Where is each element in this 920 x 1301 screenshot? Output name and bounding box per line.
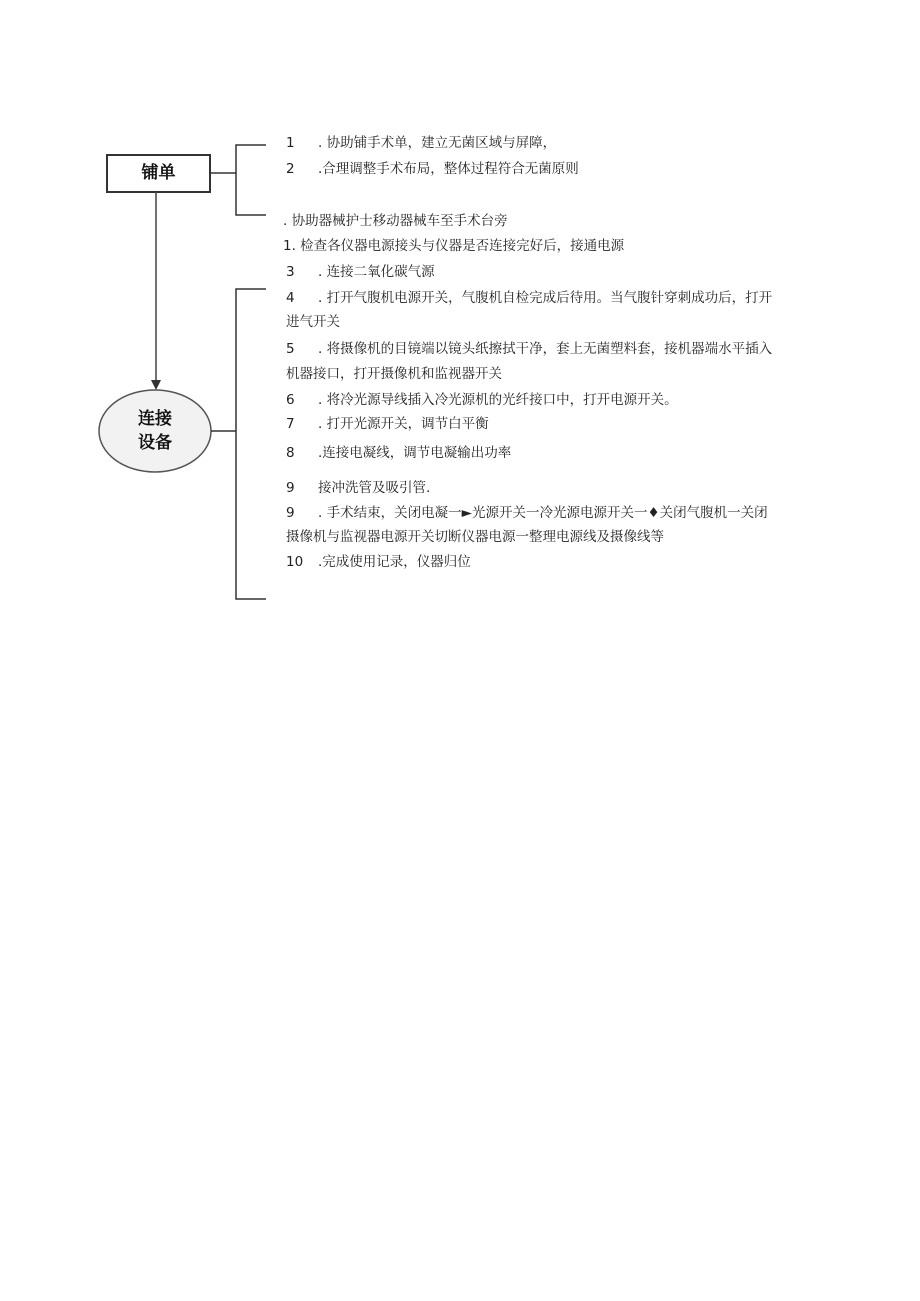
lianjie-step-4-cont: 进气开关	[286, 314, 340, 330]
pudan-bracket	[236, 145, 266, 215]
step-number: 8	[286, 445, 295, 461]
step-number: 3	[286, 264, 295, 280]
step-number: 7	[286, 416, 295, 432]
lianjie-label-line1: 连接	[138, 409, 172, 429]
step-text: . 将摄像机的目镜端以镜头纸擦拭干净，套上无菌塑料套，接机器端水平插入	[318, 341, 773, 357]
step-text: . 手术结束，关闭电凝一►光源开关一冷光源电源开关一♦关闭气腹机一关闭	[318, 505, 768, 521]
step-number: 5	[286, 341, 295, 357]
step-number: 6	[286, 392, 295, 408]
lianjie-step-9b-cont: 摄像机与监视器电源开关切断仪器电源一整理电源线及摄像线等	[286, 529, 664, 545]
step-number: 10	[286, 554, 304, 570]
lianjie-step-5-cont: 机器接口，打开摄像机和监视器开关	[286, 366, 502, 382]
lianjie-intro-2: 1. 检查各仪器电源接头与仪器是否连接完好后，接通电源	[283, 238, 625, 254]
lianjie-label-line2: 设备	[138, 433, 172, 453]
step-text: .完成使用记录，仪器归位	[318, 554, 471, 570]
step-text: . 将冷光源导线插入冷光源机的光纤接口中，打开电源开关。	[318, 392, 678, 408]
pudan-label: 铺单	[141, 163, 176, 183]
step-text: . 打开光源开关，调节白平衡	[318, 416, 489, 432]
step-number: 2	[286, 161, 295, 177]
step-number: 1	[286, 135, 295, 151]
step-text: . 连接二氧化碳气源	[318, 264, 435, 280]
step-number: 9	[286, 505, 295, 521]
lianjie-bracket	[236, 289, 266, 599]
step-text: . 打开气腹机电源开关，气腹机自检完成后待用。当气腹针穿刺成功后，打开	[318, 290, 773, 306]
step-number: 9	[286, 480, 295, 496]
step-number: 4	[286, 290, 295, 306]
step-text: . 协助铺手术单，建立无菌区域与屏障，	[318, 135, 557, 151]
lianjie-intro-1: . 协助器械护士移动器械车至手术台旁	[283, 213, 508, 229]
step-text: .合理调整手术布局，整体过程符合无菌原则	[318, 161, 579, 177]
lianjie-label	[99, 407, 211, 455]
flow-arrow-head	[151, 380, 161, 390]
step-text: .连接电凝线，调节电凝输出功率	[318, 445, 512, 461]
step-text: 接冲洗管及吸引管.	[318, 480, 431, 496]
